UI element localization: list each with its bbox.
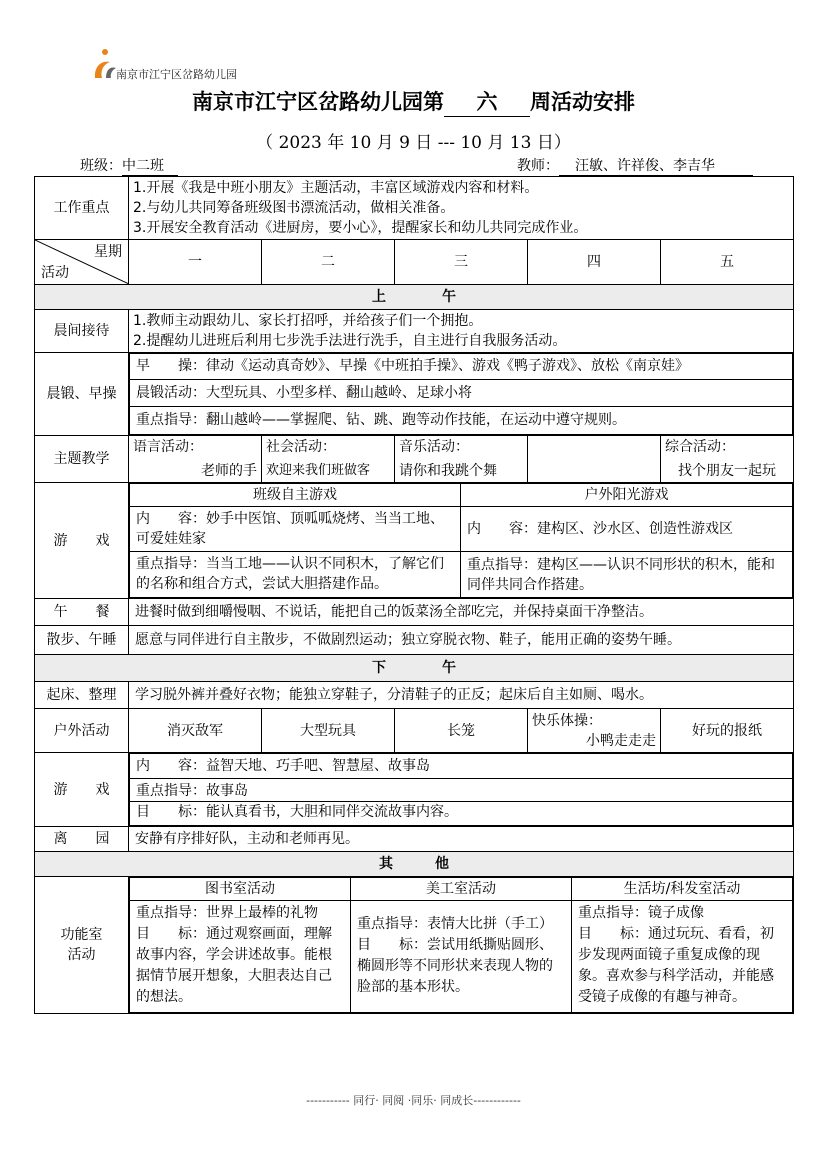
- theme-cell-content: 欢迎来我们班做客: [266, 463, 371, 478]
- weekday-diagonal-header: [35, 240, 129, 285]
- afternoon-section-row: [35, 655, 794, 682]
- pm-games-item: 目 标：能认真看书，大胆和同伴交流故事内容。: [130, 802, 793, 826]
- leave-content: 安静有序排好队，主动和老师再见。: [129, 827, 794, 852]
- teacher-value: 汪敏、许祥俊、李吉华: [559, 155, 753, 176]
- outdoor-cell-fri: 好玩的报纸: [661, 709, 794, 753]
- outdoor-game-guide: 重点指导：建构区——认识不同形状的积木，能和同伴共同合作搭建。: [461, 552, 793, 598]
- pm-games-content: [129, 753, 794, 827]
- outdoor-cell-mon: 消灭敌军: [129, 709, 262, 753]
- work-focus-item: 2.与幼儿共同筹备班级图书漂流活动，做相关准备。: [133, 200, 455, 216]
- theme-cell-title: 语言活动：: [133, 439, 203, 455]
- exercise-label: 晨锻、早操: [35, 353, 129, 436]
- art-room-guide: 重点指导：表情大比拼（手工）: [357, 915, 553, 932]
- pm-games-item: 重点指导：故事岛: [130, 779, 793, 802]
- day-thu: 四: [528, 240, 661, 285]
- outdoor-cell-title: 快乐体操：: [532, 712, 602, 729]
- library-room-guide: 重点指导：世界上最棒的礼物: [136, 905, 318, 921]
- lunch-content: 进餐时做到细嚼慢咽、不说话，能把自己的饭菜汤全部吃完，并保持桌面干净整洁。: [129, 599, 794, 626]
- day-wed: 三: [395, 240, 528, 285]
- science-room-goal: 目 标：通过玩玩、看看，初步发现两面镜子重复成像的现象。喜欢参与科学活动，并能感受镜子成像的有趣与神奇。: [578, 926, 774, 1005]
- art-room-detail: [351, 901, 572, 1013]
- theme-cell-title: 综合活动：: [665, 439, 735, 455]
- reception-label: 晨间接待: [35, 310, 129, 353]
- class-value: 中二班: [122, 155, 178, 176]
- library-room-goal: 目 标：通过观察画面，理解故事内容，学会讲述故事。能根据情节展开想象，大胆表达自己的想法。: [136, 926, 332, 1005]
- games-content: [129, 483, 794, 599]
- rooms-label: 功能室活动: [35, 877, 129, 1014]
- morning-section-title: 上 午: [35, 285, 794, 310]
- outdoor-row: [35, 709, 794, 753]
- morning-section-row: [35, 285, 794, 310]
- exercise-content: [129, 353, 794, 436]
- leave-row: [35, 827, 794, 852]
- afternoon-section-title: 下 午: [35, 655, 794, 682]
- day-mon: 一: [129, 240, 262, 285]
- leave-label: 离 园: [35, 827, 129, 852]
- weekday-header-top: 星期: [94, 244, 122, 260]
- games-row: [35, 483, 794, 599]
- lunch-label: 午 餐: [35, 599, 129, 626]
- wakeup-content: 学习脱外裤并叠好衣物；能独立穿鞋子，分清鞋子的正反；起床后自主如厕、喝水。: [129, 682, 794, 709]
- day-tue: 二: [262, 240, 395, 285]
- theme-row: [35, 436, 794, 483]
- theme-cell-tue: [262, 436, 395, 483]
- nap-content: 愿意与同伴进行自主散步，不做剧烈运动；独立穿脱衣物、鞋子，能用正确的姿势午睡。: [129, 626, 794, 655]
- class-game-content: 内 容：妙手中医馆、顶呱呱烧烤、当当工地、可爱娃娃家: [130, 507, 461, 552]
- work-focus-content: [129, 177, 794, 240]
- outdoor-cell-content: 小鸭走走走: [586, 732, 656, 749]
- other-section-title: 其 他: [35, 852, 794, 877]
- wakeup-row: [35, 682, 794, 709]
- reception-content: [129, 310, 794, 353]
- reception-item: 1.教师主动跟幼儿、家长打招呼，并给孩子们一个拥抱。: [133, 313, 483, 329]
- week-number: 六: [444, 86, 530, 117]
- day-fri: 五: [661, 240, 794, 285]
- nap-label: 散步、午睡: [35, 626, 129, 655]
- theme-label: 主题教学: [35, 436, 129, 483]
- library-room-title: 图书室活动: [130, 878, 351, 901]
- theme-cell-wed: [395, 436, 528, 483]
- work-focus-item: 1.开展《我是中班小朋友》主题活动，丰富区域游戏内容和材料。: [133, 180, 539, 196]
- theme-cell-content: 找个朋友一起玩: [678, 463, 776, 479]
- theme-cell-thu: [528, 436, 661, 483]
- title-prefix: 南京市江宁区岔路幼儿园第: [192, 89, 444, 114]
- art-room-goal: 目 标：尝试用纸撕贴圆形、椭圆形等不同形状来表现人物的脸部的基本形状。: [357, 936, 553, 995]
- theme-cell-content: 老师的手: [201, 463, 257, 479]
- outdoor-cell-wed: 长笼: [395, 709, 528, 753]
- date-range: （ 2023 年 10 月 9 日 --- 10 月 13 日）: [256, 133, 571, 153]
- pm-games-item: 内 容：益智天地、巧手吧、智慧屋、故事岛: [130, 754, 793, 779]
- science-room-detail: [572, 901, 793, 1013]
- outdoor-cell-tue: 大型玩具: [262, 709, 395, 753]
- class-game-guide: 重点指导：当当工地——认识不同积木，了解它们的名称和组合方式，尝试大胆搭建作品。: [130, 552, 461, 598]
- outdoor-game-content: 内 容：建构区、沙水区、创造性游戏区: [461, 507, 793, 552]
- theme-cell-fri: [661, 436, 794, 483]
- page-title: [0, 86, 827, 117]
- teacher-info: [517, 155, 753, 176]
- title-suffix: 周活动安排: [530, 89, 635, 114]
- page-footer: ----------- 同行· 同阅 ·同乐· 同成长------------: [306, 1094, 521, 1107]
- class-game-title: 班级自主游戏: [130, 484, 461, 507]
- class-info: [80, 155, 178, 176]
- exercise-item: 重点指导：翻山越岭——掌握爬、钻、跳、跑等动作技能，在运动中遵守规则。: [130, 407, 793, 435]
- teacher-label: 教师：: [517, 158, 559, 174]
- reception-row: [35, 310, 794, 353]
- nap-row: [35, 626, 794, 655]
- exercise-item: 晨锻活动：大型玩具、小型多样、翻山越岭、足球小将: [130, 380, 793, 407]
- art-room-title: 美工室活动: [351, 878, 572, 901]
- work-focus-row: [35, 177, 794, 240]
- theme-cell-mon: [129, 436, 262, 483]
- library-room-detail: [130, 901, 351, 1013]
- work-focus-label: 工作重点: [35, 177, 129, 240]
- school-logo-icon: [92, 48, 118, 82]
- exercise-row: [35, 353, 794, 436]
- rooms-content: [129, 877, 794, 1014]
- logo-text: 南京市江宁区岔路幼儿园: [116, 68, 237, 81]
- weekday-header-bottom: 活动: [41, 265, 69, 281]
- work-focus-item: 3.开展安全教育活动《进厨房，要小心》，提醒家长和幼儿共同完成作业。: [133, 220, 588, 236]
- science-room-title: 生活坊/科发室活动: [572, 878, 793, 901]
- schedule-table: [34, 176, 794, 1014]
- exercise-item: 早 操：律动《运动真奇妙》、早操《中班拍手操》、游戏《鸭子游戏》、放松《南京娃》: [130, 354, 793, 380]
- outdoor-label: 户外活动: [35, 709, 129, 753]
- rooms-row: [35, 877, 794, 1014]
- games-label: 游 戏: [35, 483, 129, 599]
- outdoor-game-title: 户外阳光游戏: [461, 484, 793, 507]
- theme-cell-title: 社会活动：: [266, 439, 336, 455]
- theme-cell-title: 音乐活动：: [399, 439, 469, 455]
- theme-cell-content: 请你和我跳个舞: [399, 463, 497, 479]
- science-room-guide: 重点指导：镜子成像: [578, 905, 704, 921]
- class-label: 班级：: [80, 158, 122, 174]
- wakeup-label: 起床、整理: [35, 682, 129, 709]
- school-logo: [90, 48, 250, 84]
- reception-item: 2.提醒幼儿进班后利用七步洗手法进行洗手，自主进行自我服务活动。: [133, 333, 567, 349]
- outdoor-cell-thu: [528, 709, 661, 753]
- other-section-row: [35, 852, 794, 877]
- weekday-row: [35, 240, 794, 285]
- pm-games-row: [35, 753, 794, 827]
- pm-games-label: 游 戏: [35, 753, 129, 827]
- lunch-row: [35, 599, 794, 626]
